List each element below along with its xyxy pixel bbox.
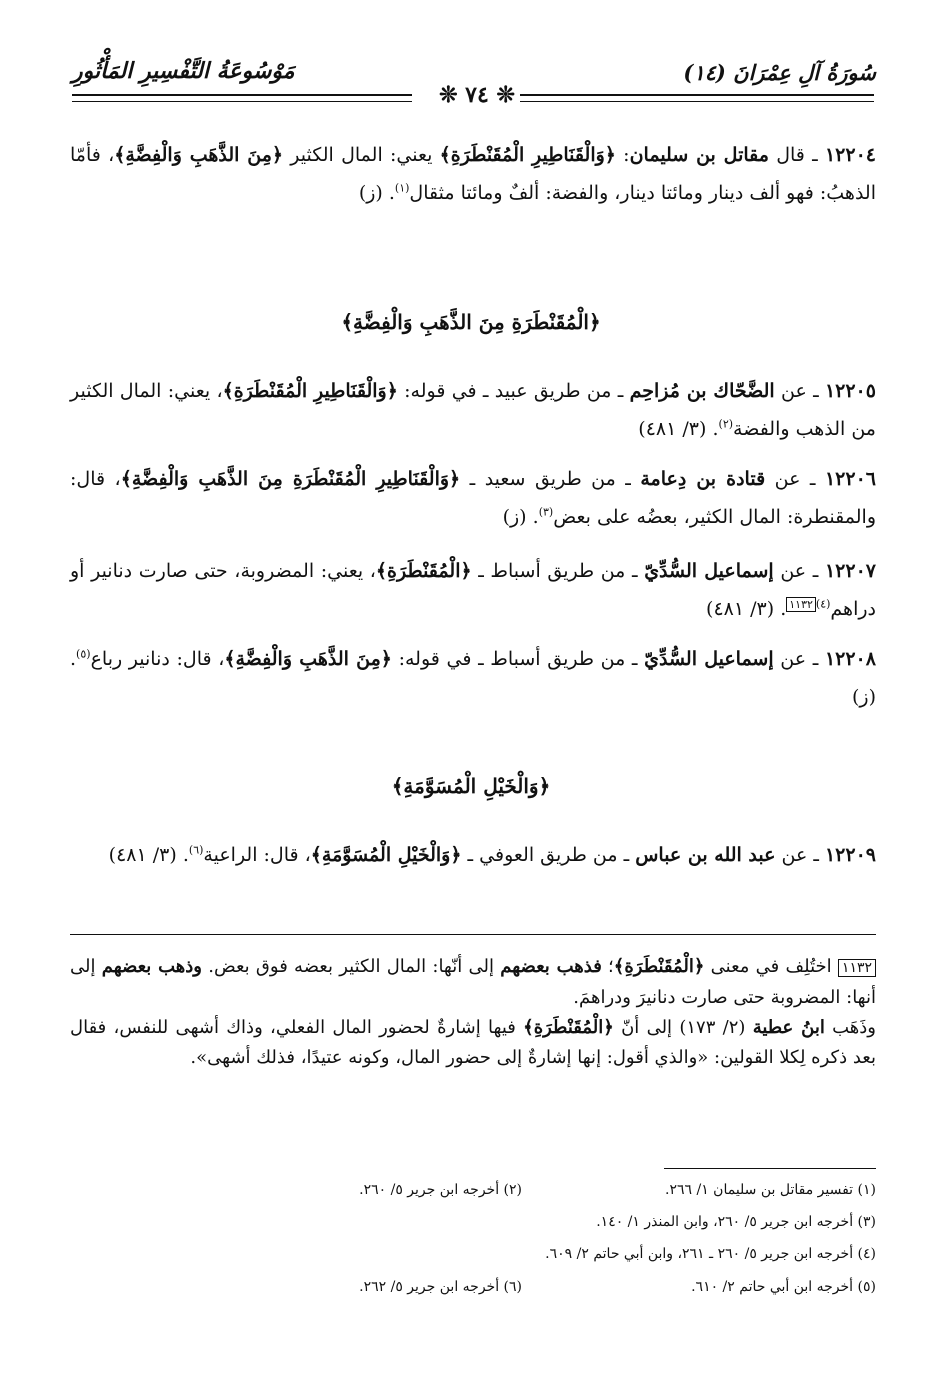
entry-number: ١٢٢٠٨ <box>824 648 876 670</box>
entry-12205: ١٢٢٠٥ ـ عن الضَّحّاك بن مُزاحِم ـ من طريق عبيد ـ في قوله: ﴿وَالْقَنَاطِيرِ الْمُقَنْطَرَةِ﴾، يعني: المال الكثير من الذهب والفضة$^{(٢)}$. (٣/ ٤٨١) <box>70 380 876 440</box>
footnote-2: (٢) أخرجه ابن جرير ٥/ ٢٦٠. <box>359 1182 522 1198</box>
footnote-marker[interactable]: (٥) <box>76 647 91 661</box>
commentary-note: ١١٣٢ اختُلِف في معنى ﴿الْمُقَنْطَرَةِ﴾؛ فذهب بعضهم إلى أنّها: المال الكثير بعضه فوق بعض. وذهب بعضهم إلى أنها: المضروبة حتى صارت دنانيرَ ودراهمَ. وذَهَب ابنُ عطية (٢/ ١٧٣) إلى أنّ ﴿الْمُقَنْطَرَةِ﴾ فيها إشارةٌ لحضور المال الفعلي، وذاك أشهى للنفس، فقال بعد ذكره لِكلا القولين: «والذي أقول: إنها إشارةٌ إلى حضور المال، وكونه عتيدًا، فذلك أشهى». <box>70 956 876 1068</box>
narrator-name: إسماعيل السُّدِّيّ <box>644 648 774 670</box>
quran-quote: ﴿وَالْقَنَاطِيرِ الْمُقَنْطَرَةِ﴾ <box>439 144 616 166</box>
footnote-4: (٤) أخرجه ابن جرير ٥/ ٢٦٠ ـ ٢٦١، وابن أبي حاتم ٢/ ٦٠٩. <box>545 1246 876 1262</box>
note-number-box: ١١٣٢ <box>838 959 876 977</box>
entry-number: ١٢٢٠٩ <box>824 844 876 866</box>
footnote-5: (٥) أخرجه ابن أبي حاتم ٢/ ٦١٠. <box>691 1279 876 1295</box>
narrator-name: مقاتل بن سليمان <box>629 144 769 166</box>
narrator-name: قتادة بن دِعامة <box>640 468 766 490</box>
footnote-6: (٦) أخرجه ابن جرير ٥/ ٢٦٢. <box>359 1279 522 1295</box>
footnote-marker[interactable]: (٦) <box>188 843 204 857</box>
note-reference-box[interactable]: ١١٣٢ <box>786 597 816 612</box>
entry-12207: ١٢٢٠٧ ـ عن إسماعيل السُّدِّيّ ـ من طريق أسباط ـ ﴿الْمُقَنْطَرَةِ﴾، يعني: المضروبة، حتى صارت دنانير أو دراهم$^{(٤)١١٣٢}$. (٣/ ٤٨١) <box>70 560 876 620</box>
scholar-name: ابنُ عطية <box>752 1017 825 1038</box>
footnote-marker[interactable]: (٢) <box>718 417 734 431</box>
header-rule-left <box>72 94 412 102</box>
entry-number: ١٢٢٠٤ <box>824 144 876 166</box>
footnote-marker[interactable]: (٤) <box>815 597 831 611</box>
footnote-marker[interactable]: (١) <box>394 181 410 195</box>
quran-quote: ﴿الْمُقَنْطَرَةِ﴾ <box>375 560 472 582</box>
footnote-rule <box>664 1168 876 1169</box>
footnote-3: (٣) أخرجه ابن جرير ٥/ ٢٦٠، وابن المنذر ١/ ١٤٠. <box>596 1214 876 1230</box>
book-title: مَوْسُوعَةُ التَّفْسِيرِ المَأْثُورِ <box>72 58 295 84</box>
ornament-icon: ❊ <box>439 82 466 108</box>
quran-quote: ﴿الْمُقَنْطَرَةِ﴾ <box>523 1017 614 1038</box>
narrator-name: عبد الله بن عباس <box>635 844 776 866</box>
entry-number: ١٢٢٠٥ <box>824 380 876 402</box>
entry-12208: ١٢٢٠٨ ـ عن إسماعيل السُّدِّيّ ـ من طريق أسباط ـ في قوله: ﴿مِنَ الذَّهَبِ وَالْفِضَّةِ﴾، قال: دنانير رباع$^{(٥)}$. (ز) <box>70 647 876 708</box>
entry-number: ١٢٢٠٧ <box>824 560 876 582</box>
entry-12209: ١٢٢٠٩ ـ عن عبد الله بن عباس ـ من طريق العوفي ـ ﴿وَالْخَيْلِ الْمُسَوَّمَةِ﴾، قال: الراعية$^{(٦)}$. (٣/ ٤٨١) <box>108 843 876 866</box>
quran-quote: ﴿وَالْخَيْلِ الْمُسَوَّمَةِ﴾ <box>310 844 462 866</box>
narrator-name: إسماعيل السُّدِّيّ <box>644 560 774 582</box>
ornament-icon: ❊ <box>488 82 515 108</box>
quran-quote: ﴿وَالْقَنَاطِيرِ الْمُقَنْطَرَةِ مِنَ الذَّهَبِ وَالْفِضَّةِ﴾ <box>120 468 461 490</box>
page-number: ❊ ٧٤ ❊ <box>439 82 515 108</box>
quran-quote: ﴿مِنَ الذَّهَبِ وَالْفِضَّةِ﴾ <box>114 144 284 166</box>
surah-title: سُورَةُ آلِ عِمْرَانَ (١٤) <box>683 60 876 85</box>
section-heading: ﴿وَالْخَيْلِ الْمُسَوَّمَةِ﴾ <box>391 774 551 798</box>
footnote-1: (١) تفسير مقاتل بن سليمان ١/ ٢٦٦. <box>665 1182 876 1198</box>
narrator-name: الضَّحّاك بن مُزاحِم <box>629 380 775 402</box>
header-rule-right <box>520 94 874 102</box>
quran-quote: ﴿مِنَ الذَّهَبِ وَالْفِضَّةِ﴾ <box>224 648 392 670</box>
quran-quote: ﴿الْمُقَنْطَرَةِ﴾ <box>613 956 705 977</box>
footnote-marker[interactable]: (٣) <box>538 505 554 519</box>
entry-number: ١٢٢٠٦ <box>824 468 876 490</box>
entry-12204: ١٢٢٠٤ ـ قال مقاتل بن سليمان: ﴿وَالْقَنَاطِيرِ الْمُقَنْطَرَةِ﴾ يعني: المال الكثير ﴿مِنَ الذَّهَبِ وَالْفِضَّةِ﴾، فأمّا الذهبُ: فهو ألف دينار ومائتا دينار، والفضة: ألفٌ ومائتا مثقال$^{(١)}$. (ز) <box>70 144 876 204</box>
section-divider <box>70 934 876 935</box>
entry-12206: ١٢٢٠٦ ـ عن قتادة بن دِعامة ـ من طريق سعيد ـ ﴿وَالْقَنَاطِيرِ الْمُقَنْطَرَةِ مِنَ الذَّهَبِ وَالْفِضَّةِ﴾، قال: والمقنطرة: المال الكثير، بعضُه على بعض$^{(٣)}$. (ز) <box>70 468 876 528</box>
section-heading: ﴿الْمُقَنْطَرَةِ مِنَ الذَّهَبِ وَالْفِضَّةِ﴾ <box>341 310 601 334</box>
quran-quote: ﴿وَالْقَنَاطِيرِ الْمُقَنْطَرَةِ﴾ <box>222 380 398 402</box>
